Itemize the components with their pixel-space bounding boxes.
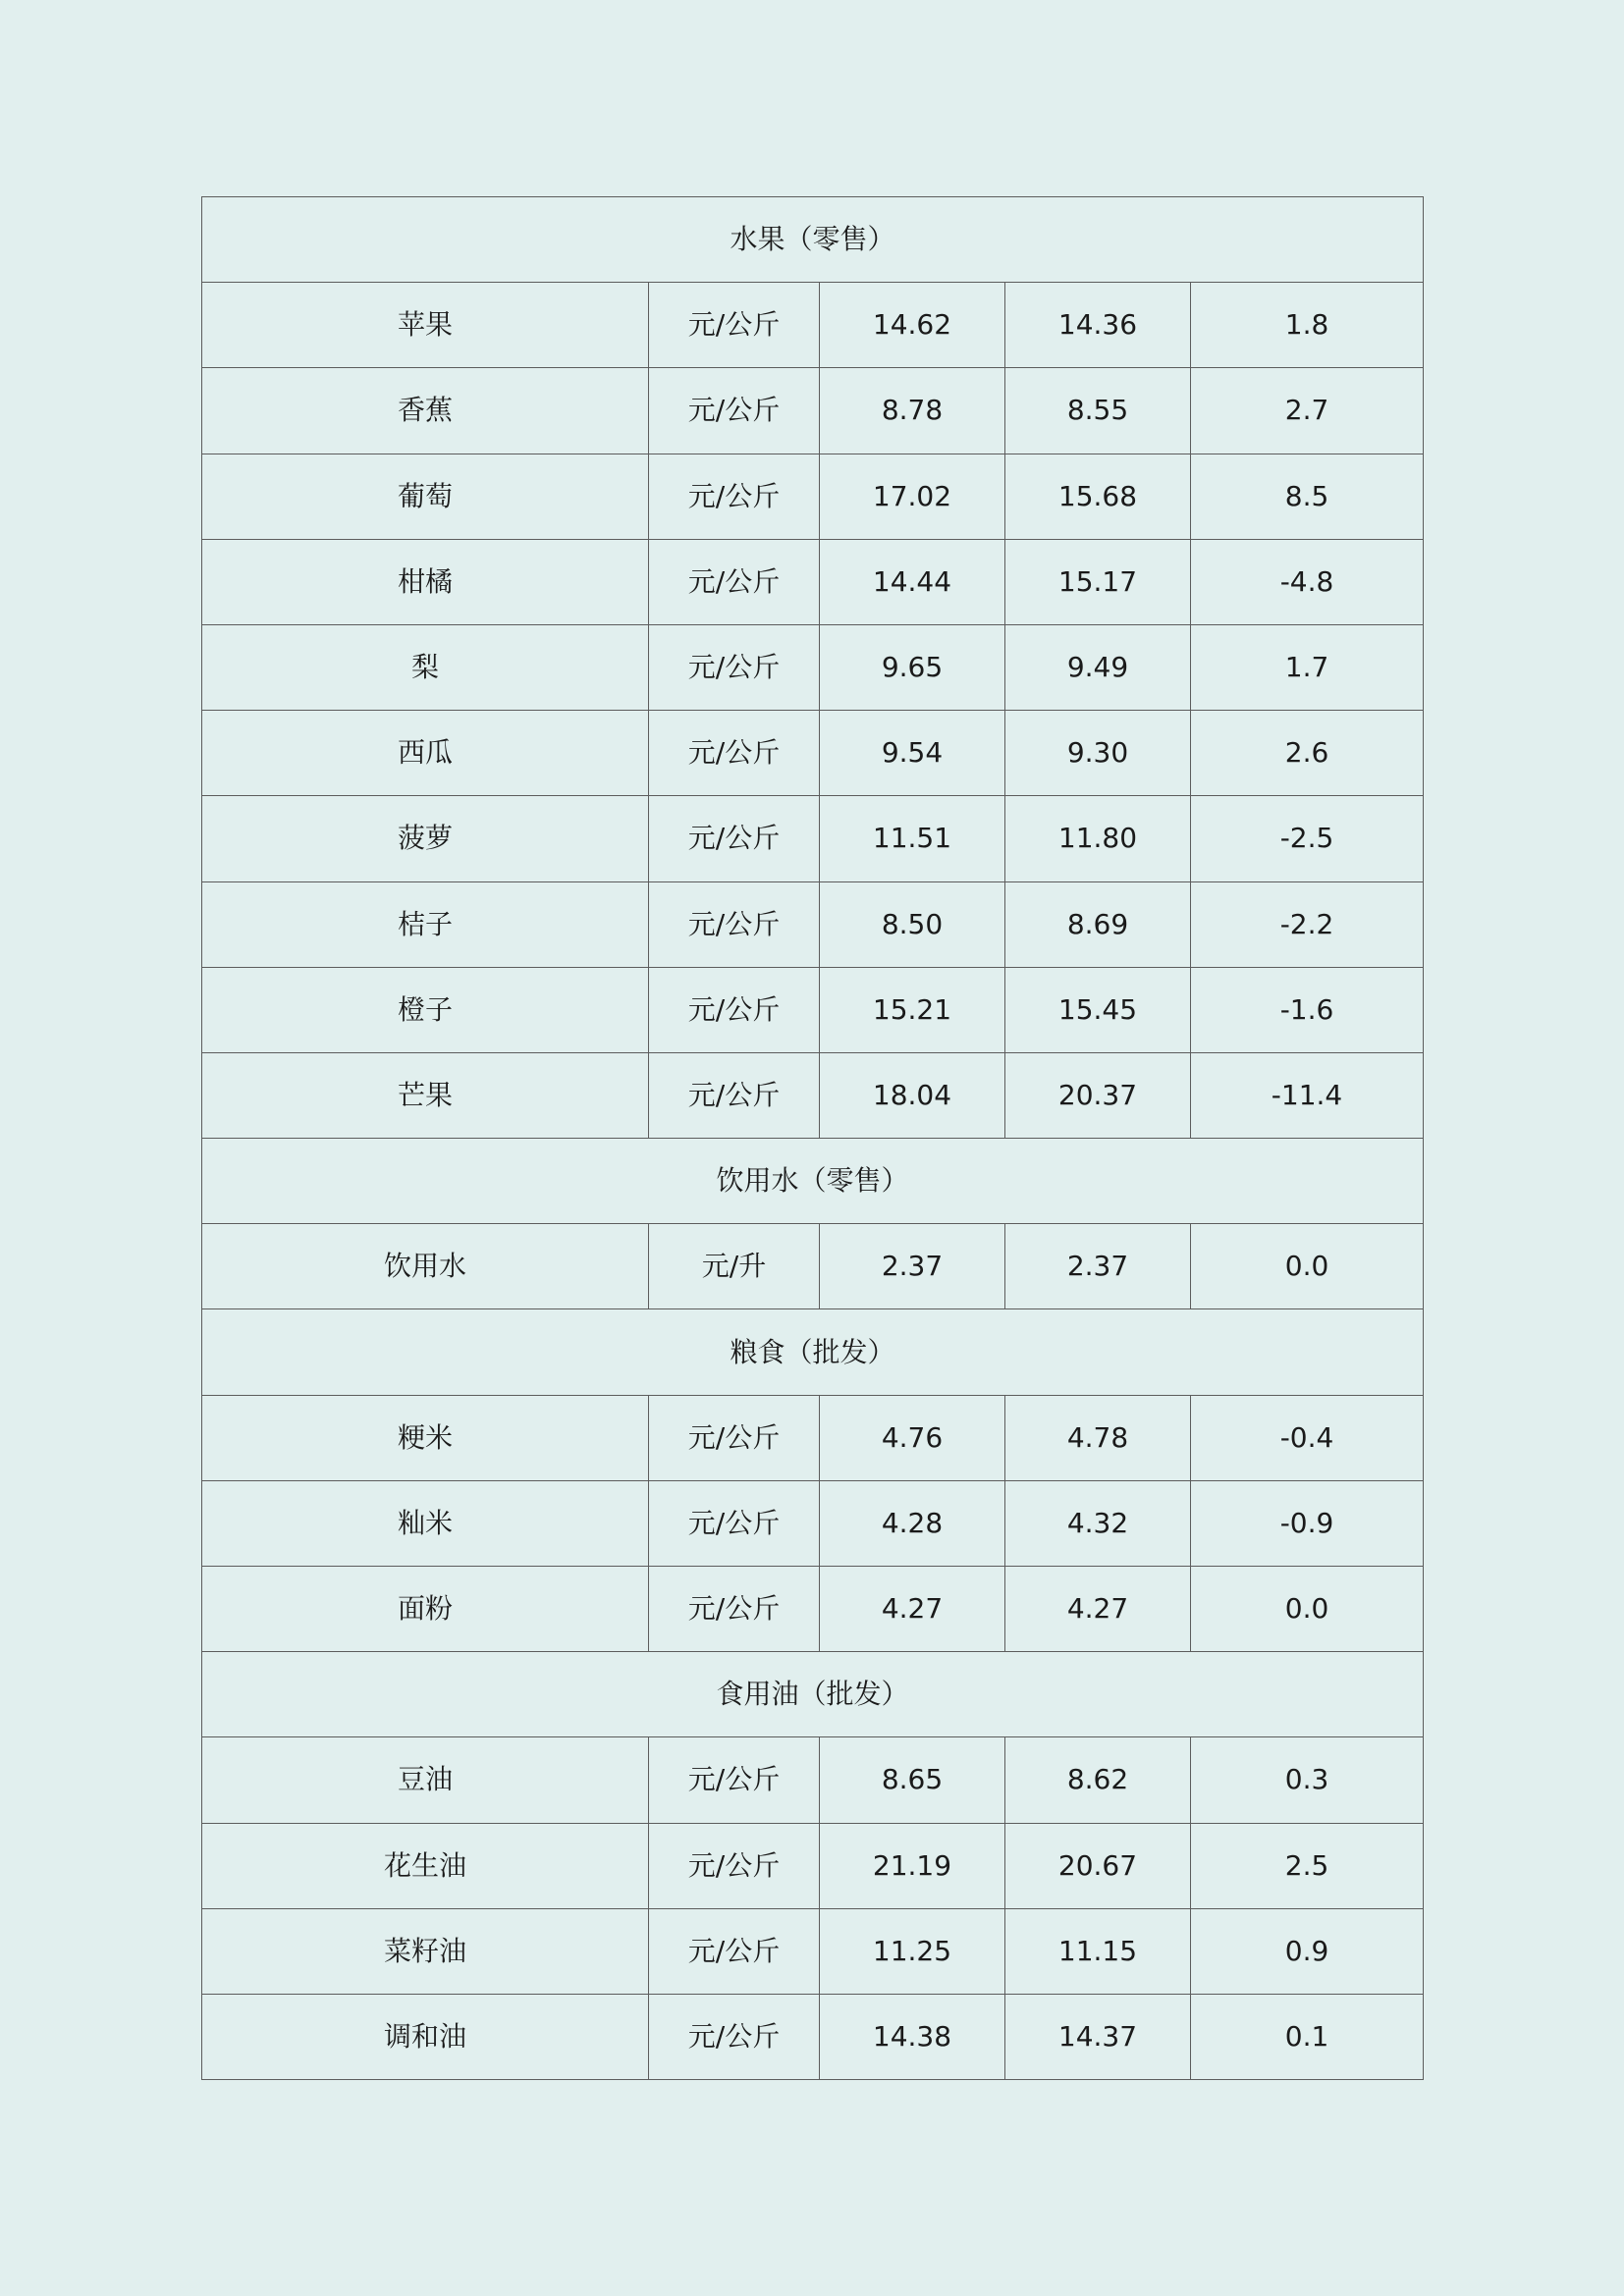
item-name-cell: 面粉 xyxy=(202,1567,649,1652)
table-row xyxy=(202,1052,1424,1138)
previous-price-cell: 2.37 xyxy=(1005,1224,1191,1309)
current-price-cell: 8.78 xyxy=(820,368,1005,454)
unit-cell: 元/公斤 xyxy=(649,1052,820,1138)
section-title: 食用油（批发） xyxy=(202,1652,1424,1737)
item-name-cell: 饮用水 xyxy=(202,1224,649,1309)
current-price-cell: 18.04 xyxy=(820,1052,1005,1138)
table-row xyxy=(202,1908,1424,1994)
table-row xyxy=(202,1823,1424,1908)
section-title: 水果（零售） xyxy=(202,197,1424,283)
table-row xyxy=(202,1480,1424,1566)
change-percent-cell: 2.6 xyxy=(1191,711,1424,796)
section-header-row xyxy=(202,1652,1424,1737)
unit-cell: 元/公斤 xyxy=(649,539,820,624)
table-row xyxy=(202,1224,1424,1309)
current-price-cell: 4.28 xyxy=(820,1480,1005,1566)
section-header-row xyxy=(202,1139,1424,1224)
item-name-cell: 橙子 xyxy=(202,967,649,1052)
change-percent-cell: -2.5 xyxy=(1191,796,1424,881)
current-price-cell: 9.54 xyxy=(820,711,1005,796)
table-row xyxy=(202,368,1424,454)
unit-cell: 元/公斤 xyxy=(649,624,820,710)
item-name-cell: 桔子 xyxy=(202,881,649,967)
previous-price-cell: 9.49 xyxy=(1005,624,1191,710)
table-row xyxy=(202,1395,1424,1480)
unit-cell: 元/公斤 xyxy=(649,283,820,368)
previous-price-cell: 20.67 xyxy=(1005,1823,1191,1908)
unit-cell: 元/公斤 xyxy=(649,1567,820,1652)
table-row xyxy=(202,624,1424,710)
previous-price-cell: 20.37 xyxy=(1005,1052,1191,1138)
item-name-cell: 花生油 xyxy=(202,1823,649,1908)
change-percent-cell: 2.7 xyxy=(1191,368,1424,454)
item-name-cell: 粳米 xyxy=(202,1395,649,1480)
current-price-cell: 9.65 xyxy=(820,624,1005,710)
change-percent-cell: -2.2 xyxy=(1191,881,1424,967)
unit-cell: 元/公斤 xyxy=(649,454,820,539)
table-row xyxy=(202,967,1424,1052)
section-header-row xyxy=(202,1309,1424,1395)
current-price-cell: 8.65 xyxy=(820,1737,1005,1823)
previous-price-cell: 15.17 xyxy=(1005,539,1191,624)
previous-price-cell: 9.30 xyxy=(1005,711,1191,796)
previous-price-cell: 8.62 xyxy=(1005,1737,1191,1823)
item-name-cell: 苹果 xyxy=(202,283,649,368)
current-price-cell: 17.02 xyxy=(820,454,1005,539)
change-percent-cell: 0.0 xyxy=(1191,1567,1424,1652)
table-row xyxy=(202,283,1424,368)
table-row xyxy=(202,1737,1424,1823)
item-name-cell: 梨 xyxy=(202,624,649,710)
table-row xyxy=(202,1994,1424,2079)
current-price-cell: 2.37 xyxy=(820,1224,1005,1309)
previous-price-cell: 14.36 xyxy=(1005,283,1191,368)
item-name-cell: 豆油 xyxy=(202,1737,649,1823)
unit-cell: 元/公斤 xyxy=(649,1994,820,2079)
change-percent-cell: 8.5 xyxy=(1191,454,1424,539)
unit-cell: 元/公斤 xyxy=(649,1908,820,1994)
unit-cell: 元/公斤 xyxy=(649,1395,820,1480)
current-price-cell: 14.62 xyxy=(820,283,1005,368)
item-name-cell: 芒果 xyxy=(202,1052,649,1138)
item-name-cell: 籼米 xyxy=(202,1480,649,1566)
current-price-cell: 14.38 xyxy=(820,1994,1005,2079)
current-price-cell: 11.51 xyxy=(820,796,1005,881)
unit-cell: 元/公斤 xyxy=(649,1737,820,1823)
item-name-cell: 香蕉 xyxy=(202,368,649,454)
price-table xyxy=(201,196,1424,2080)
change-percent-cell: -0.4 xyxy=(1191,1395,1424,1480)
previous-price-cell: 4.32 xyxy=(1005,1480,1191,1566)
current-price-cell: 4.27 xyxy=(820,1567,1005,1652)
current-price-cell: 14.44 xyxy=(820,539,1005,624)
previous-price-cell: 8.69 xyxy=(1005,881,1191,967)
change-percent-cell: -11.4 xyxy=(1191,1052,1424,1138)
previous-price-cell: 11.80 xyxy=(1005,796,1191,881)
change-percent-cell: 0.1 xyxy=(1191,1994,1424,2079)
item-name-cell: 葡萄 xyxy=(202,454,649,539)
previous-price-cell: 15.45 xyxy=(1005,967,1191,1052)
change-percent-cell: 0.3 xyxy=(1191,1737,1424,1823)
unit-cell: 元/公斤 xyxy=(649,1823,820,1908)
previous-price-cell: 4.27 xyxy=(1005,1567,1191,1652)
table-row xyxy=(202,881,1424,967)
item-name-cell: 调和油 xyxy=(202,1994,649,2079)
change-percent-cell: 1.8 xyxy=(1191,283,1424,368)
current-price-cell: 21.19 xyxy=(820,1823,1005,1908)
change-percent-cell: 0.0 xyxy=(1191,1224,1424,1309)
current-price-cell: 4.76 xyxy=(820,1395,1005,1480)
unit-cell: 元/公斤 xyxy=(649,796,820,881)
change-percent-cell: -1.6 xyxy=(1191,967,1424,1052)
current-price-cell: 15.21 xyxy=(820,967,1005,1052)
previous-price-cell: 15.68 xyxy=(1005,454,1191,539)
unit-cell: 元/升 xyxy=(649,1224,820,1309)
unit-cell: 元/公斤 xyxy=(649,1480,820,1566)
previous-price-cell: 4.78 xyxy=(1005,1395,1191,1480)
unit-cell: 元/公斤 xyxy=(649,368,820,454)
unit-cell: 元/公斤 xyxy=(649,967,820,1052)
section-title: 饮用水（零售） xyxy=(202,1139,1424,1224)
item-name-cell: 西瓜 xyxy=(202,711,649,796)
table-row xyxy=(202,1567,1424,1652)
table-row xyxy=(202,539,1424,624)
section-header-row xyxy=(202,197,1424,283)
unit-cell: 元/公斤 xyxy=(649,881,820,967)
current-price-cell: 8.50 xyxy=(820,881,1005,967)
table-row xyxy=(202,796,1424,881)
table-row xyxy=(202,454,1424,539)
change-percent-cell: 0.9 xyxy=(1191,1908,1424,1994)
item-name-cell: 菜籽油 xyxy=(202,1908,649,1994)
table-row xyxy=(202,711,1424,796)
previous-price-cell: 11.15 xyxy=(1005,1908,1191,1994)
previous-price-cell: 8.55 xyxy=(1005,368,1191,454)
section-title: 粮食（批发） xyxy=(202,1309,1424,1395)
unit-cell: 元/公斤 xyxy=(649,711,820,796)
item-name-cell: 菠萝 xyxy=(202,796,649,881)
change-percent-cell: -0.9 xyxy=(1191,1480,1424,1566)
item-name-cell: 柑橘 xyxy=(202,539,649,624)
current-price-cell: 11.25 xyxy=(820,1908,1005,1994)
change-percent-cell: 2.5 xyxy=(1191,1823,1424,1908)
change-percent-cell: 1.7 xyxy=(1191,624,1424,710)
change-percent-cell: -4.8 xyxy=(1191,539,1424,624)
price-table-body xyxy=(202,197,1424,2080)
previous-price-cell: 14.37 xyxy=(1005,1994,1191,2079)
